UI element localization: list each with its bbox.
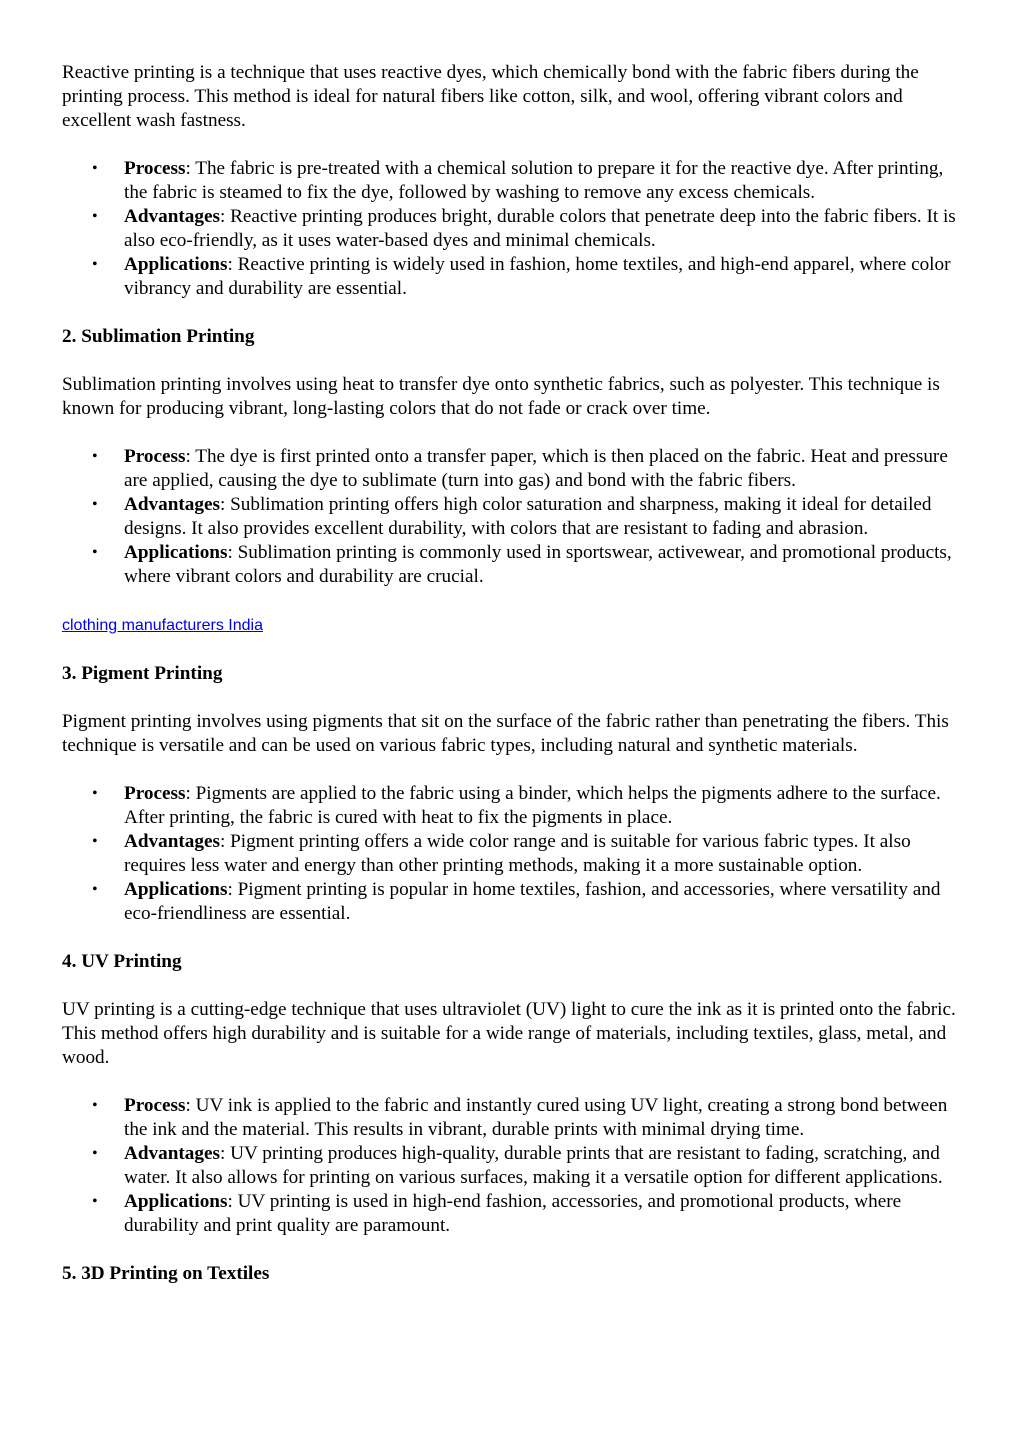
bullet-text: : UV printing is used in high-end fashion, accessories, and promotional products, where durability and print quality are paramount. [124, 1191, 902, 1236]
sublimation-bullet-list [62, 445, 962, 589]
section-heading: 3. Pigment Printing [62, 663, 223, 684]
bullet-icon: • [92, 208, 98, 225]
bullet-text: : UV ink is applied to the fabric and instantly cured using UV light, creating a strong bond between the ink and the material. This results in vibrant, durable prints with minimal drying time. [124, 1095, 948, 1140]
list-item [62, 878, 962, 926]
bullet-icon: • [92, 881, 98, 898]
list-item [62, 1190, 962, 1238]
pigment-bullet-list [62, 782, 962, 926]
section-paragraph: UV printing is a cutting-edge technique that uses ultraviolet (UV) light to cure the ink as it is printed onto the fabric. This method offers high durability and is suitable for a wide range of materials, including textiles, glass, metal, and wood. [62, 999, 956, 1068]
bullet-text: : Reactive printing produces bright, durable colors that penetrate deep into the fabric fibers. It is also eco-friendly, as it uses water-based dyes and minimal chemicals. [124, 206, 956, 251]
list-item [62, 253, 962, 301]
list-item [62, 1142, 962, 1190]
list-item [62, 157, 962, 205]
section-paragraph: Pigment printing involves using pigments that sit on the surface of the fabric rather than penetrating the fibers. This technique is versatile and can be used on various fabric types, including natural and synthetic materials. [62, 711, 949, 756]
clothing-manufacturers-link[interactable]: clothing manufacturers India [62, 617, 263, 634]
bullet-term: Applications [124, 879, 228, 900]
bullet-term: Process [124, 446, 186, 467]
bullet-term: Applications [124, 1191, 228, 1212]
bullet-icon: • [92, 1145, 98, 1162]
link-row [62, 613, 962, 638]
list-item [62, 493, 962, 541]
bullet-icon: • [92, 256, 98, 273]
bullet-icon: • [92, 448, 98, 465]
list-item [62, 830, 962, 878]
bullet-term: Advantages [124, 1143, 220, 1164]
bullet-term: Advantages [124, 206, 220, 227]
list-item [62, 445, 962, 493]
document-page [62, 61, 962, 1310]
bullet-text: : UV printing produces high-quality, durable prints that are resistant to fading, scratching, and water. It also allows for printing on various surfaces, making it a versatile option for different applications. [124, 1143, 943, 1188]
bullet-text: : The fabric is pre-treated with a chemical solution to prepare it for the reactive dye. After printing, the fabric is steamed to fix the dye, followed by washing to remove any excess chemicals. [124, 158, 944, 203]
bullet-term: Applications [124, 542, 228, 563]
section-heading: 2. Sublimation Printing [62, 326, 255, 347]
bullet-icon: • [92, 1097, 98, 1114]
bullet-text: : Sublimation printing is commonly used in sportswear, activewear, and promotional products, where vibrant colors and durability are crucial. [124, 542, 952, 587]
bullet-term: Advantages [124, 831, 220, 852]
bullet-text: : Reactive printing is widely used in fashion, home textiles, and high-end apparel, where color vibrancy and durability are essential. [124, 254, 951, 299]
list-item [62, 541, 962, 589]
bullet-icon: • [92, 1193, 98, 1210]
bullet-term: Process [124, 158, 186, 179]
bullet-icon: • [92, 496, 98, 513]
bullet-text: : Pigments are applied to the fabric using a binder, which helps the pigments adhere to the surface. After printing, the fabric is cured with heat to fix the pigments in place. [124, 783, 941, 828]
bullet-term: Process [124, 783, 186, 804]
reactive-bullet-list [62, 157, 962, 301]
section-heading: 4. UV Printing [62, 951, 182, 972]
intro-paragraph: Reactive printing is a technique that uses reactive dyes, which chemically bond with the fabric fibers during the printing process. This method is ideal for natural fibers like cotton, silk, and wool, offering vibrant colors and excellent wash fastness. [62, 62, 919, 131]
list-item [62, 1094, 962, 1142]
bullet-text: : Pigment printing is popular in home textiles, fashion, and accessories, where versatility and eco-friendliness are essential. [124, 879, 941, 924]
bullet-text: : Pigment printing offers a wide color range and is suitable for various fabric types. It also requires less water and energy than other printing methods, making it a more sustainable option. [124, 831, 911, 876]
bullet-icon: • [92, 544, 98, 561]
bullet-term: Process [124, 1095, 186, 1116]
bullet-icon: • [92, 833, 98, 850]
list-item [62, 782, 962, 830]
bullet-icon: • [92, 160, 98, 177]
bullet-term: Advantages [124, 494, 220, 515]
bullet-term: Applications [124, 254, 228, 275]
list-item [62, 205, 962, 253]
bullet-text: : Sublimation printing offers high color saturation and sharpness, making it ideal for detailed designs. It also provides excellent durability, with colors that are resistant to fading and abrasion. [124, 494, 932, 539]
bullet-text: : The dye is first printed onto a transfer paper, which is then placed on the fabric. Heat and pressure are applied, causing the dye to sublimate (turn into gas) and bond with the fabric fibers. [124, 446, 948, 491]
uv-bullet-list [62, 1094, 962, 1238]
section-paragraph: Sublimation printing involves using heat to transfer dye onto synthetic fabrics, such as polyester. This technique is known for producing vibrant, long-lasting colors that do not fade or crack over time. [62, 374, 940, 419]
bullet-icon: • [92, 785, 98, 802]
section-heading: 5. 3D Printing on Textiles [62, 1263, 270, 1284]
